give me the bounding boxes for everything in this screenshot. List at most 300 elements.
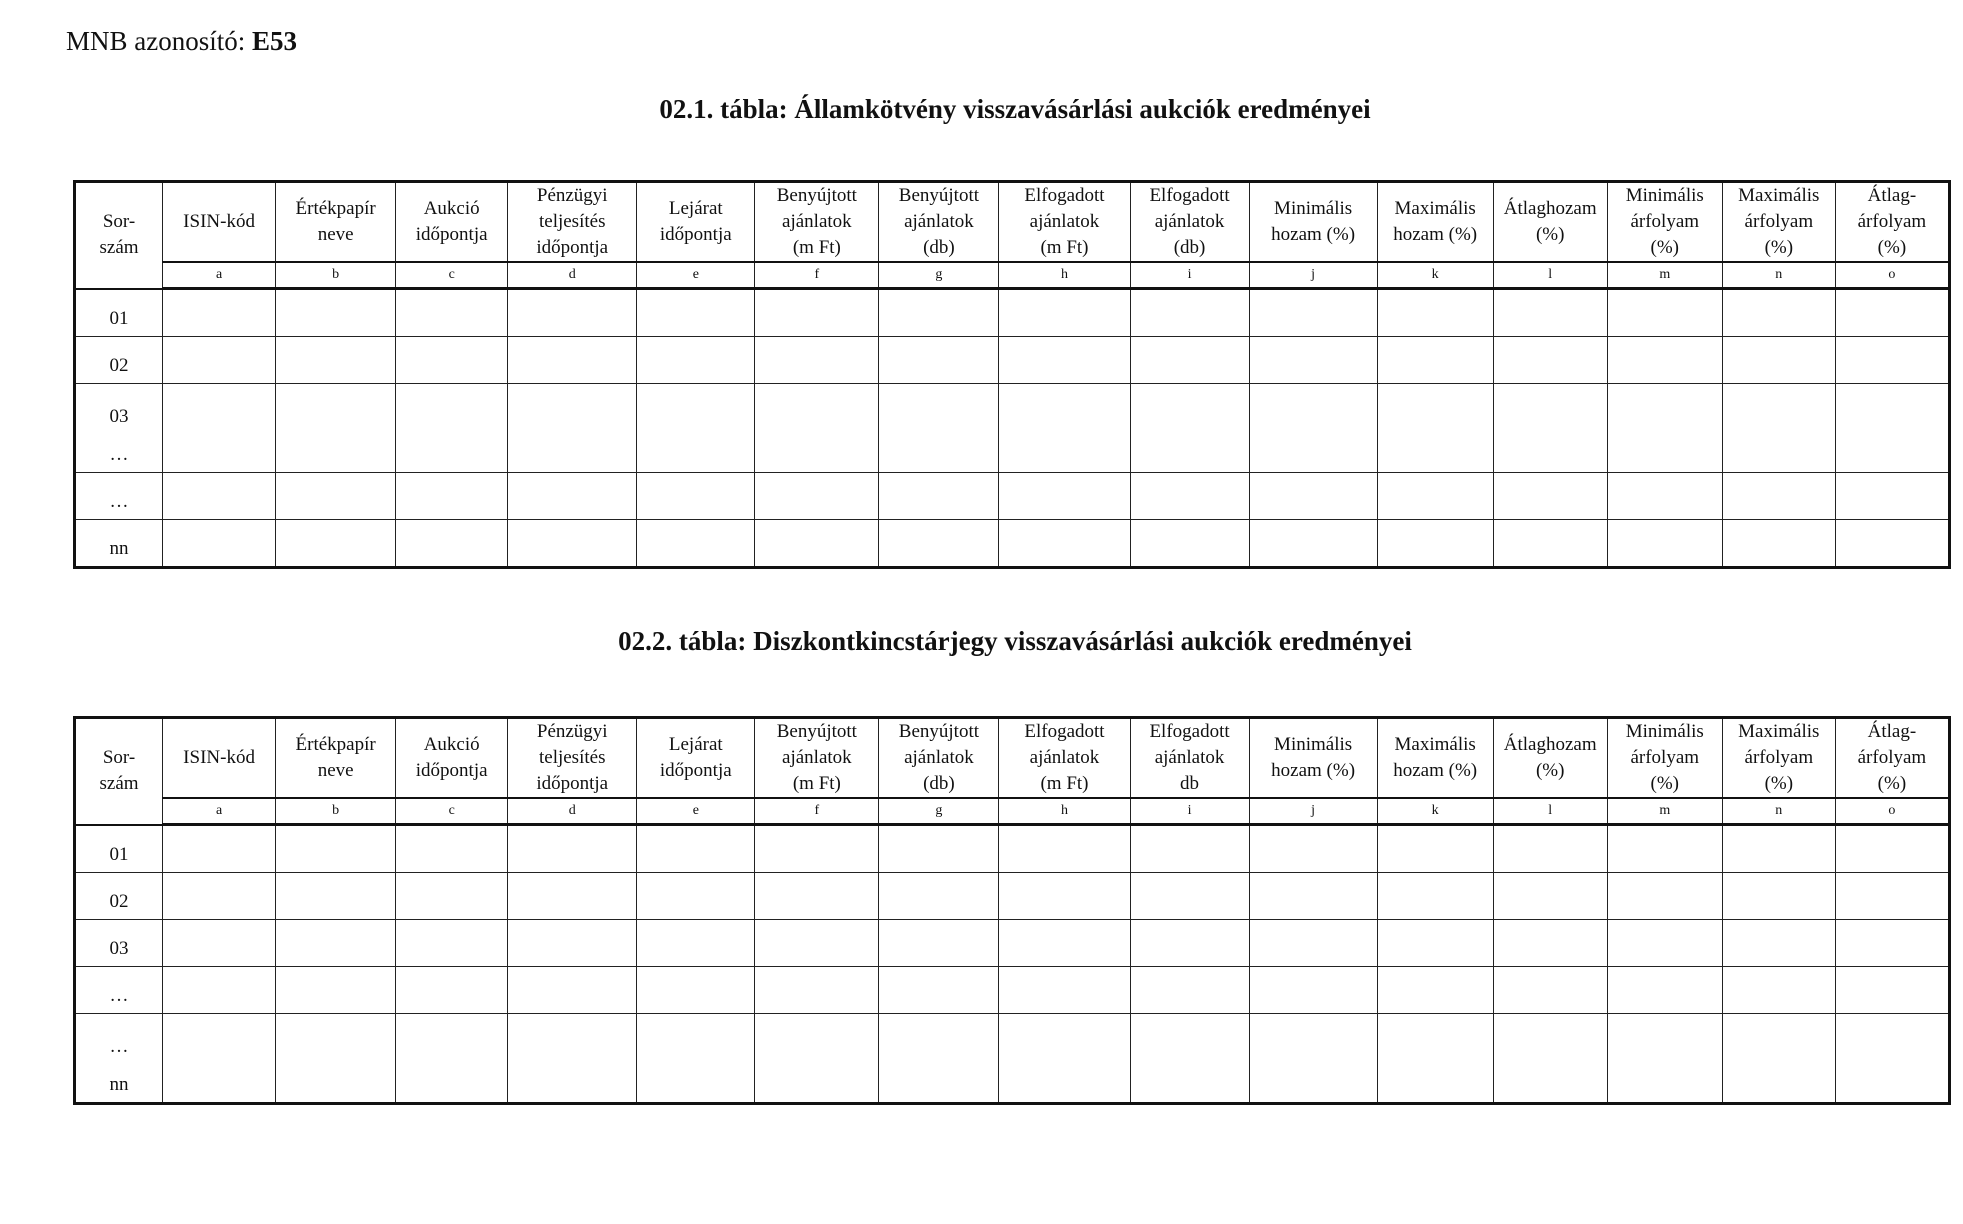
column-header-line: (%) (1764, 773, 1794, 794)
column-header-b (276, 182, 396, 263)
data-cell-o[interactable] (1835, 472, 1949, 519)
data-cell-k[interactable] (1377, 472, 1493, 519)
mnb-identifier-code: E53 (252, 26, 298, 56)
data-cell-b[interactable] (276, 289, 396, 337)
data-cell-m[interactable] (1607, 1013, 1722, 1103)
column-header-f (755, 182, 879, 263)
data-cell-n[interactable] (1722, 1013, 1835, 1103)
data-cell-o[interactable] (1835, 1013, 1949, 1103)
data-cell-g[interactable] (879, 472, 999, 519)
column-header-line: (m Ft) (792, 773, 841, 794)
column-header-line: ISIN-kód (183, 747, 255, 768)
row-number (75, 966, 163, 1013)
data-cell-c[interactable] (396, 289, 508, 337)
data-cell-j[interactable] (1249, 383, 1377, 472)
data-cell-j[interactable] (1249, 519, 1377, 567)
data-cell-k[interactable] (1377, 289, 1493, 337)
data-cell-m[interactable] (1607, 472, 1722, 519)
data-cell-m[interactable] (1607, 289, 1722, 337)
data-cell-n[interactable] (1722, 872, 1835, 919)
column-header-f (755, 718, 879, 799)
data-cell-i[interactable] (1130, 825, 1249, 873)
data-cell-e[interactable] (637, 336, 755, 383)
column-header-line: Elfogadott (1024, 721, 1105, 742)
data-cell-d[interactable] (508, 872, 637, 919)
data-cell-h[interactable] (999, 289, 1130, 337)
data-cell-h[interactable] (999, 919, 1130, 966)
column-header-line: Minimális (1274, 198, 1353, 219)
data-cell-b[interactable] (276, 825, 396, 873)
data-cell-g[interactable] (879, 966, 999, 1013)
data-cell-g[interactable] (879, 383, 999, 472)
column-header-e (637, 718, 755, 799)
data-cell-i[interactable] (1130, 872, 1249, 919)
data-cell-l[interactable] (1493, 919, 1607, 966)
column-letter: h (999, 262, 1130, 289)
data-cell-g[interactable] (879, 872, 999, 919)
header-row (75, 182, 1950, 263)
data-cell-c[interactable] (396, 519, 508, 567)
data-cell-a[interactable] (163, 289, 276, 337)
data-cell-e[interactable] (637, 472, 755, 519)
column-header-k (1377, 718, 1493, 799)
column-header-i (1130, 182, 1249, 263)
data-cell-b[interactable] (276, 919, 396, 966)
data-cell-n[interactable] (1722, 825, 1835, 873)
data-cell-c[interactable] (396, 1013, 508, 1103)
data-cell-d[interactable] (508, 825, 637, 873)
column-header-line: ISIN-kód (183, 211, 255, 232)
column-header-line: (%) (1650, 237, 1679, 258)
table-row (75, 519, 1950, 567)
data-cell-o[interactable] (1835, 872, 1949, 919)
data-cell-l[interactable] (1493, 872, 1607, 919)
column-letter: d (508, 798, 637, 825)
column-letter-row (75, 262, 1950, 289)
column-header-g (879, 182, 999, 263)
column-header-h (999, 182, 1130, 263)
column-header-line: hozam (%) (1271, 224, 1356, 245)
column-letter: g (879, 262, 999, 289)
data-cell-d[interactable] (508, 336, 637, 383)
data-cell-f[interactable] (755, 336, 879, 383)
column-letter: h (999, 798, 1130, 825)
column-header-line: db (1180, 773, 1200, 794)
data-cell-l[interactable] (1493, 825, 1607, 873)
data-cell-o[interactable] (1835, 825, 1949, 873)
data-cell-c[interactable] (396, 872, 508, 919)
data-cell-n[interactable] (1722, 289, 1835, 337)
data-cell-i[interactable] (1130, 336, 1249, 383)
column-letter: m (1607, 262, 1722, 289)
column-header-d (508, 182, 637, 263)
column-letter: e (637, 798, 755, 825)
column-letter: c (396, 798, 508, 825)
data-cell-g[interactable] (879, 289, 999, 337)
column-letter: d (508, 262, 637, 289)
row-number-label: … (109, 490, 129, 512)
data-cell-a[interactable] (163, 872, 276, 919)
column-header-g (879, 718, 999, 799)
row-number-label: 02 (109, 354, 129, 376)
column-header-line: (%) (1650, 773, 1679, 794)
column-header-line: hozam (%) (1393, 760, 1478, 781)
data-cell-c[interactable] (396, 383, 508, 472)
data-cell-i[interactable] (1130, 966, 1249, 1013)
data-cell-h[interactable] (999, 966, 1130, 1013)
row-number (75, 519, 163, 567)
data-cell-n[interactable] (1722, 966, 1835, 1013)
data-cell-j[interactable] (1249, 1013, 1377, 1103)
column-header-line: ajánlatok (782, 211, 852, 232)
data-cell-i[interactable] (1130, 472, 1249, 519)
data-cell-f[interactable] (755, 825, 879, 873)
column-header-line: ajánlatok (782, 747, 852, 768)
data-cell-n[interactable] (1722, 919, 1835, 966)
column-letter: e (637, 262, 755, 289)
data-cell-j[interactable] (1249, 472, 1377, 519)
data-cell-i[interactable] (1130, 919, 1249, 966)
data-cell-n[interactable] (1722, 472, 1835, 519)
column-header-o (1835, 182, 1949, 263)
data-cell-h[interactable] (999, 519, 1130, 567)
column-header-line: Lejárat (668, 734, 723, 755)
data-cell-a[interactable] (163, 336, 276, 383)
column-header-line: teljesítés (538, 747, 606, 768)
column-header-c (396, 182, 508, 263)
data-cell-e[interactable] (637, 966, 755, 1013)
data-cell-f[interactable] (755, 289, 879, 337)
data-cell-b[interactable] (276, 336, 396, 383)
column-header-line: Értékpapír (295, 734, 376, 755)
column-header-line: Minimális (1274, 734, 1353, 755)
data-cell-f[interactable] (755, 472, 879, 519)
data-cell-k[interactable] (1377, 919, 1493, 966)
data-cell-g[interactable] (879, 919, 999, 966)
data-cell-h[interactable] (999, 872, 1130, 919)
column-header-line: Lejárat (668, 198, 723, 219)
data-cell-l[interactable] (1493, 383, 1607, 472)
table-1-title: 02.1. tábla: Államkötvény visszavásárlási aukciók eredményei (659, 94, 1371, 124)
column-letter: j (1249, 262, 1377, 289)
data-cell-k[interactable] (1377, 966, 1493, 1013)
column-header-line: Pénzügyi (536, 721, 608, 742)
data-cell-n[interactable] (1722, 519, 1835, 567)
column-letter: m (1607, 798, 1722, 825)
column-header-line: Maximális (1738, 185, 1820, 206)
data-cell-l[interactable] (1493, 336, 1607, 383)
column-header-line: Benyújtott (898, 185, 980, 206)
data-cell-j[interactable] (1249, 919, 1377, 966)
data-cell-g[interactable] (879, 519, 999, 567)
column-header-line: Sor- (102, 211, 136, 233)
column-header-line: (%) (1764, 237, 1794, 258)
table-2-title: 02.2. tábla: Diszkontkincstárjegy visszavásárlási aukciók eredményei (618, 626, 1412, 656)
data-cell-e[interactable] (637, 289, 755, 337)
column-header-o (1835, 718, 1949, 799)
column-header-line: árfolyam (1630, 747, 1700, 768)
data-cell-h[interactable] (999, 1013, 1130, 1103)
data-cell-i[interactable] (1130, 289, 1249, 337)
data-cell-k[interactable] (1377, 336, 1493, 383)
column-header-line: hozam (%) (1271, 760, 1356, 781)
column-header-line: (m Ft) (792, 237, 841, 258)
column-header-line: Pénzügyi (536, 185, 608, 206)
column-header-line: árfolyam (1857, 747, 1927, 768)
column-header-line: Átlag- (1867, 185, 1917, 206)
column-header-line: ajánlatok (1029, 211, 1100, 232)
column-header-line: szám (99, 237, 139, 259)
data-cell-m[interactable] (1607, 872, 1722, 919)
data-cell-j[interactable] (1249, 336, 1377, 383)
column-header-n (1722, 718, 1835, 799)
data-cell-k[interactable] (1377, 383, 1493, 472)
data-cell-o[interactable] (1835, 966, 1949, 1013)
data-cell-l[interactable] (1493, 1013, 1607, 1103)
data-cell-g[interactable] (879, 825, 999, 873)
column-header-line: neve (317, 760, 354, 781)
data-cell-j[interactable] (1249, 966, 1377, 1013)
column-header-j (1249, 718, 1377, 799)
column-letter: a (163, 262, 276, 289)
column-header-j (1249, 182, 1377, 263)
data-cell-k[interactable] (1377, 519, 1493, 567)
column-header-l (1493, 182, 1607, 263)
column-header-a (163, 718, 276, 799)
data-cell-h[interactable] (999, 825, 1130, 873)
data-cell-b[interactable] (276, 519, 396, 567)
data-cell-m[interactable] (1607, 919, 1722, 966)
column-header-line: Benyújtott (776, 185, 857, 206)
data-cell-c[interactable] (396, 966, 508, 1013)
column-header-line: szám (99, 773, 139, 795)
column-header-e (637, 182, 755, 263)
column-header-line: időpontja (536, 237, 609, 258)
column-header-line: Benyújtott (898, 721, 980, 742)
column-header-l (1493, 718, 1607, 799)
column-header-line: (db) (923, 773, 955, 794)
data-cell-e[interactable] (637, 383, 755, 472)
mnb-identifier-label: MNB azonosító: (66, 26, 246, 56)
column-header-line: Minimális (1625, 721, 1704, 742)
data-cell-l[interactable] (1493, 472, 1607, 519)
column-header-line: Átlaghozam (1503, 734, 1597, 755)
data-cell-m[interactable] (1607, 825, 1722, 873)
data-cell-k[interactable] (1377, 825, 1493, 873)
column-header-line: Elfogadott (1024, 185, 1105, 206)
row-number-label: 03 (109, 405, 129, 427)
data-cell-h[interactable] (999, 336, 1130, 383)
data-cell-c[interactable] (396, 336, 508, 383)
data-cell-d[interactable] (508, 472, 637, 519)
column-letter: o (1835, 798, 1949, 825)
column-header-sorszam (75, 182, 163, 289)
data-cell-d[interactable] (508, 1013, 637, 1103)
data-cell-f[interactable] (755, 519, 879, 567)
column-header-line: (m Ft) (1040, 237, 1089, 258)
data-cell-l[interactable] (1493, 289, 1607, 337)
data-cell-o[interactable] (1835, 383, 1949, 472)
column-header-line: (%) (1877, 237, 1907, 258)
data-cell-d[interactable] (508, 966, 637, 1013)
data-cell-j[interactable] (1249, 825, 1377, 873)
row-number (75, 919, 163, 966)
data-cell-o[interactable] (1835, 289, 1949, 337)
data-cell-f[interactable] (755, 872, 879, 919)
data-cell-b[interactable] (276, 383, 396, 472)
row-number-label: nn (109, 537, 129, 559)
column-header-line: időpontja (415, 224, 488, 245)
row-number (75, 383, 163, 472)
data-cell-m[interactable] (1607, 383, 1722, 472)
data-cell-b[interactable] (276, 966, 396, 1013)
column-letter-row (75, 798, 1950, 825)
table-row (75, 825, 1950, 873)
column-letter: l (1493, 798, 1607, 825)
row-number-label: 01 (109, 843, 129, 865)
data-cell-c[interactable] (396, 919, 508, 966)
data-cell-b[interactable] (276, 872, 396, 919)
row-number-label: 02 (109, 890, 129, 912)
row-number (75, 336, 163, 383)
column-header-line: ajánlatok (1154, 747, 1225, 768)
data-cell-o[interactable] (1835, 519, 1949, 567)
data-cell-c[interactable] (396, 825, 508, 873)
column-header-line: időpontja (659, 760, 732, 781)
column-letter: a (163, 798, 276, 825)
column-letter: n (1722, 798, 1835, 825)
data-cell-b[interactable] (276, 1013, 396, 1103)
data-cell-d[interactable] (508, 383, 637, 472)
row-number (75, 472, 163, 519)
data-cell-e[interactable] (637, 519, 755, 567)
row-number (75, 1013, 163, 1103)
column-letter: c (396, 262, 508, 289)
data-cell-c[interactable] (396, 472, 508, 519)
data-cell-f[interactable] (755, 1013, 879, 1103)
table-row (75, 289, 1950, 337)
data-cell-o[interactable] (1835, 336, 1949, 383)
data-cell-a[interactable] (163, 825, 276, 873)
data-cell-m[interactable] (1607, 519, 1722, 567)
column-header-line: Minimális (1625, 185, 1704, 206)
column-header-line: időpontja (415, 760, 488, 781)
column-header-line: Elfogadott (1149, 185, 1230, 206)
data-cell-e[interactable] (637, 825, 755, 873)
column-header-line: ajánlatok (904, 747, 974, 768)
data-cell-a[interactable] (163, 383, 276, 472)
header-row (75, 718, 1950, 799)
column-header-i (1130, 718, 1249, 799)
column-header-line: (db) (1173, 237, 1206, 258)
data-cell-a[interactable] (163, 966, 276, 1013)
data-cell-d[interactable] (508, 519, 637, 567)
data-cell-o[interactable] (1835, 919, 1949, 966)
data-cell-j[interactable] (1249, 872, 1377, 919)
column-header-line: (%) (1535, 224, 1565, 245)
column-header-line: árfolyam (1744, 747, 1814, 768)
row-number (75, 289, 163, 337)
column-header-line: Aukció (423, 734, 480, 755)
data-cell-d[interactable] (508, 919, 637, 966)
data-cell-a[interactable] (163, 519, 276, 567)
table-2 (73, 716, 1951, 1105)
data-cell-f[interactable] (755, 383, 879, 472)
column-header-line: Maximális (1738, 721, 1820, 742)
data-cell-i[interactable] (1130, 1013, 1249, 1103)
data-cell-e[interactable] (637, 872, 755, 919)
data-cell-n[interactable] (1722, 336, 1835, 383)
data-cell-m[interactable] (1607, 966, 1722, 1013)
data-cell-a[interactable] (163, 472, 276, 519)
data-cell-d[interactable] (508, 289, 637, 337)
data-cell-g[interactable] (879, 1013, 999, 1103)
data-cell-i[interactable] (1130, 383, 1249, 472)
column-header-m (1607, 182, 1722, 263)
data-cell-h[interactable] (999, 472, 1130, 519)
data-cell-l[interactable] (1493, 966, 1607, 1013)
column-header-line: Átlaghozam (1503, 198, 1597, 219)
column-letter: b (276, 262, 396, 289)
data-cell-f[interactable] (755, 919, 879, 966)
table-row (75, 919, 1950, 966)
column-header-line: Benyújtott (776, 721, 857, 742)
data-cell-h[interactable] (999, 383, 1130, 472)
data-cell-a[interactable] (163, 919, 276, 966)
column-header-sorszam (75, 718, 163, 825)
column-letter: n (1722, 262, 1835, 289)
data-cell-k[interactable] (1377, 872, 1493, 919)
column-letter: f (755, 798, 879, 825)
row-number (75, 825, 163, 873)
data-cell-a[interactable] (163, 1013, 276, 1103)
column-letter: i (1130, 798, 1249, 825)
column-header-line: hozam (%) (1393, 224, 1478, 245)
column-header-line: árfolyam (1744, 211, 1814, 232)
data-cell-j[interactable] (1249, 289, 1377, 337)
column-letter: j (1249, 798, 1377, 825)
data-cell-i[interactable] (1130, 519, 1249, 567)
data-cell-e[interactable] (637, 919, 755, 966)
data-cell-n[interactable] (1722, 383, 1835, 472)
column-header-line: ajánlatok (1154, 211, 1225, 232)
data-cell-e[interactable] (637, 1013, 755, 1103)
row-number-label: 03 (109, 937, 129, 959)
column-header-line: Átlag- (1867, 721, 1917, 742)
column-letter: k (1377, 262, 1493, 289)
data-cell-m[interactable] (1607, 336, 1722, 383)
data-cell-g[interactable] (879, 336, 999, 383)
column-header-k (1377, 182, 1493, 263)
row-number-label: nn (109, 1073, 129, 1095)
column-header-line: Maximális (1394, 198, 1476, 219)
data-cell-b[interactable] (276, 472, 396, 519)
column-header-line: (%) (1877, 773, 1907, 794)
data-cell-l[interactable] (1493, 519, 1607, 567)
table-row (75, 1013, 1950, 1103)
data-cell-k[interactable] (1377, 1013, 1493, 1103)
column-header-b (276, 718, 396, 799)
table-row (75, 872, 1950, 919)
data-cell-f[interactable] (755, 966, 879, 1013)
column-header-line: Aukció (423, 198, 480, 219)
column-letter: f (755, 262, 879, 289)
column-header-line: időpontja (536, 773, 609, 794)
column-header-line: árfolyam (1630, 211, 1700, 232)
column-letter: g (879, 798, 999, 825)
column-header-h (999, 718, 1130, 799)
column-header-m (1607, 718, 1722, 799)
